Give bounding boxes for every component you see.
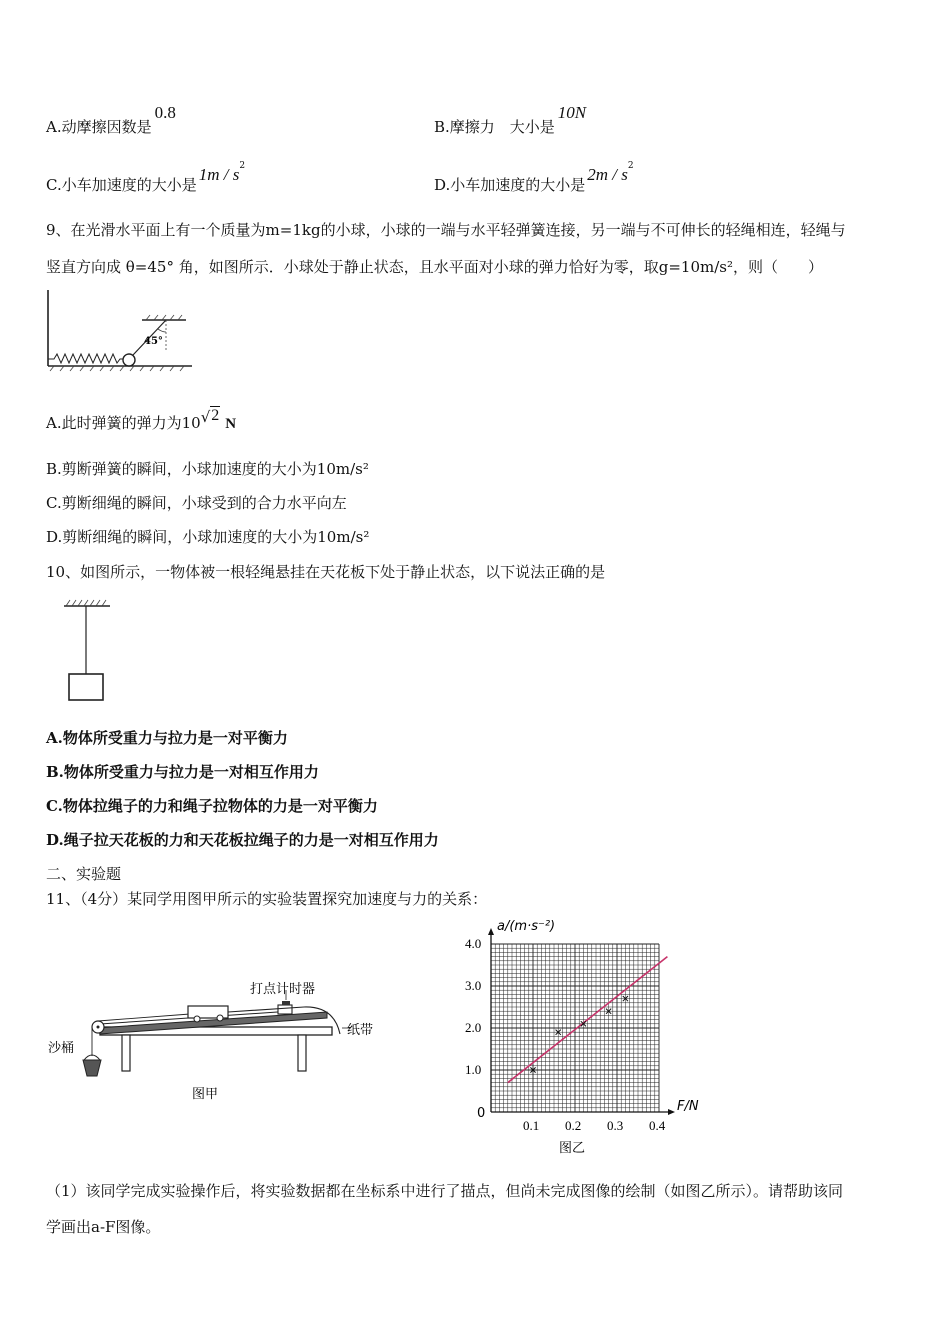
q8-option-a-label: A.动摩擦因数是 (46, 118, 152, 136)
q10-option-c: C.物体拉绳子的力和绳子拉物体的力是一对平衡力 (46, 797, 378, 815)
hanging-block-figure (58, 596, 138, 706)
timer-label: 打点计时器 (250, 982, 316, 997)
q9-option-d: D.剪断细绳的瞬间，小球加速度的大小为10m/s² (46, 528, 370, 546)
x-axis-label: F/N (677, 1099, 699, 1114)
y-tick-label: 1.0 (465, 1062, 482, 1077)
q8-option-c-exponent: 2 (239, 161, 246, 171)
x-tick-label: 0.4 (649, 1118, 666, 1133)
q11-part1-line2-text: 学画出a-F图像。 (46, 1218, 161, 1236)
a-f-chart (455, 912, 715, 1162)
q8-option-d-exponent: 2 (627, 161, 634, 171)
q9-option-a (46, 407, 237, 433)
figure-a-caption: 图甲 (192, 1087, 219, 1102)
section-heading: 二、实验题 (46, 865, 122, 883)
x-tick-label: 0.3 (607, 1118, 624, 1133)
q8-option-a-value: 0.8 (154, 103, 176, 122)
q10-option-d: D.绳子拉天花板的力和天花板拉绳子的力是一对相互作用力 (46, 831, 439, 849)
q10-option-b: B.物体所受重力与拉力是一对相互作用力 (46, 763, 319, 781)
q9-stem-line1: 9、在光滑水平面上有一个质量为m=1kg的小球，小球的一端与水平轻弹簧连接，另一端与不可伸长的轻绳相连，轻绳与 (46, 221, 846, 239)
q8-option-d-value: 2m / s (587, 165, 628, 184)
q8-option-b-value: 10N (557, 103, 587, 122)
sqrt-sign: √ (200, 408, 211, 426)
q9-option-b: B.剪断弹簧的瞬间，小球加速度的大小为10m/s² (46, 460, 369, 478)
angle-label: 45° (144, 336, 163, 347)
y-axis-label: a/(m·s⁻²) (497, 919, 556, 934)
x-axis-arrow (668, 1109, 675, 1115)
q9-stem-line2: 竖直方向成 θ=45° 角，如图所示．小球处于静止状态，且水平面对小球的弹力恰好为零，取g=10m/s²，则（ ） (46, 258, 823, 276)
y-axis-arrow (488, 928, 494, 935)
q8-option-b (434, 103, 587, 137)
spring (48, 354, 123, 363)
ticker-timer (278, 1005, 292, 1014)
q8-option-c-label: C.小车加速度的大小是 (46, 176, 197, 194)
apparatus-figure (42, 972, 392, 1102)
q8-option-b-label: B.摩擦力 大小是 (434, 118, 555, 136)
q11-part1-line1 (46, 1180, 843, 1201)
bucket-label: 沙桶 (48, 1041, 75, 1056)
y-tick-label: 4.0 (465, 936, 482, 951)
q8-option-c-value: 1m / s (198, 165, 240, 184)
q11-part1-line1-text: （1）该同学完成实验操作后，将实验数据都在坐标系中进行了描点，但尚未完成图像的绘制（如图乙所示）。请帮助该同 (46, 1182, 844, 1200)
origin-label: 0 (477, 1106, 486, 1121)
sand-bucket (83, 1060, 101, 1076)
q9-option-a-radicand: 2 (211, 407, 220, 424)
y-tick-label: 3.0 (465, 978, 482, 993)
q8-option-d (434, 161, 634, 195)
q9-option-c: C.剪断细绳的瞬间，小球受到的合力水平向左 (46, 494, 347, 512)
figure-b-caption: 图乙 (559, 1141, 586, 1156)
q8-option-c (46, 161, 246, 195)
q11-part1-line2 (46, 1216, 160, 1237)
x-tick-label: 0.2 (565, 1118, 582, 1133)
spring-ball-figure (44, 288, 194, 373)
q8-option-a (46, 103, 176, 137)
tape-label: 纸带 (347, 1023, 374, 1038)
q8-option-d-label: D.小车加速度的大小是 (434, 176, 586, 194)
q9-option-a-text: A.此时弹簧的弹力为10 (46, 414, 201, 432)
y-tick-label: 2.0 (465, 1020, 482, 1035)
q9-option-a-unit: N (225, 416, 237, 432)
q11-stem: 11、（4分）某同学用图甲所示的实验装置探究加速度与力的关系： (46, 890, 488, 908)
chart-grid (491, 944, 659, 1112)
q10-option-a: A.物体所受重力与拉力是一对平衡力 (46, 729, 288, 747)
x-tick-label: 0.1 (523, 1118, 540, 1133)
q10-stem: 10、如图所示，一物体被一根轻绳悬挂在天花板下处于静止状态，以下说法正确的是 (46, 563, 606, 581)
ball (123, 354, 135, 366)
hanging-block (69, 674, 103, 700)
